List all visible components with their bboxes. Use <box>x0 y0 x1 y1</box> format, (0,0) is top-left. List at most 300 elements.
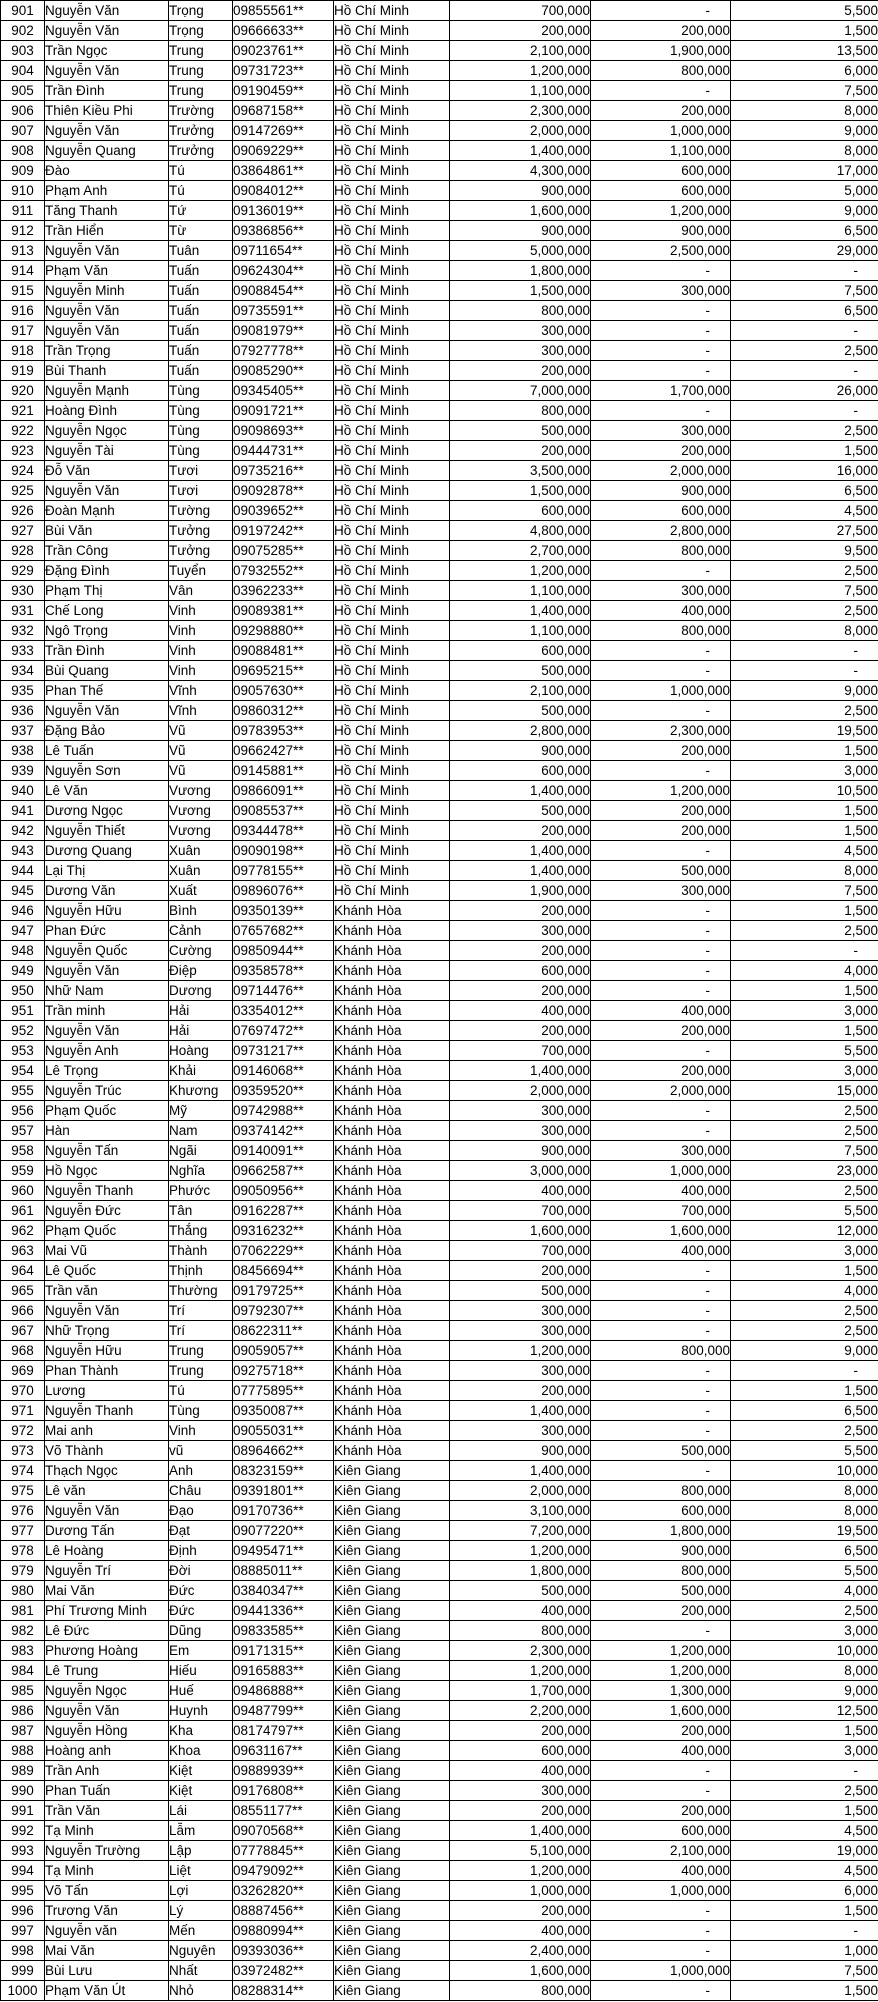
city-cell[interactable]: Khánh Hòa <box>334 1201 450 1221</box>
row-number-cell[interactable]: 919 <box>1 361 45 381</box>
last-name-cell[interactable]: Phạm Văn <box>45 261 169 281</box>
amount3-cell[interactable]: 7,500 <box>731 1141 878 1161</box>
phone-cell[interactable]: 09075285** <box>233 541 334 561</box>
last-name-cell[interactable]: Đỗ Văn <box>45 461 169 481</box>
row-number-cell[interactable]: 921 <box>1 401 45 421</box>
first-name-cell[interactable]: Thành <box>169 1241 233 1261</box>
phone-cell[interactable]: 09344478** <box>233 821 334 841</box>
first-name-cell[interactable]: Nghĩa <box>169 1161 233 1181</box>
amount1-cell[interactable]: 600,000 <box>450 761 591 781</box>
phone-cell[interactable]: 09055031** <box>233 1421 334 1441</box>
last-name-cell[interactable]: Nguyễn Văn <box>45 701 169 721</box>
amount1-cell[interactable]: 1,400,000 <box>450 781 591 801</box>
last-name-cell[interactable]: Võ Tấn <box>45 1881 169 1901</box>
last-name-cell[interactable]: Trần Đình <box>45 641 169 661</box>
last-name-cell[interactable]: Phạm Quốc <box>45 1101 169 1121</box>
phone-cell[interactable]: 09070568** <box>233 1821 334 1841</box>
first-name-cell[interactable]: Lợi <box>169 1881 233 1901</box>
amount1-cell[interactable]: 3,000,000 <box>450 1161 591 1181</box>
amount2-cell[interactable]: - <box>591 661 731 681</box>
first-name-cell[interactable]: Tuấn <box>169 341 233 361</box>
amount1-cell[interactable]: 200,000 <box>450 361 591 381</box>
amount1-cell[interactable]: 200,000 <box>450 21 591 41</box>
row-number-cell[interactable]: 906 <box>1 101 45 121</box>
phone-cell[interactable]: 09091721** <box>233 401 334 421</box>
phone-cell[interactable]: 09345405** <box>233 381 334 401</box>
amount2-cell[interactable]: 1,600,000 <box>591 1701 731 1721</box>
amount1-cell[interactable]: 200,000 <box>450 981 591 1001</box>
amount3-cell[interactable]: 15,000 <box>731 1081 878 1101</box>
amount2-cell[interactable]: - <box>591 261 731 281</box>
amount1-cell[interactable]: 700,000 <box>450 1241 591 1261</box>
first-name-cell[interactable]: Hiếu <box>169 1661 233 1681</box>
phone-cell[interactable]: 09146068** <box>233 1061 334 1081</box>
amount3-cell[interactable]: 10,000 <box>731 1641 878 1661</box>
amount2-cell[interactable]: - <box>591 841 731 861</box>
row-number-cell[interactable]: 984 <box>1 1661 45 1681</box>
phone-cell[interactable]: 09350139** <box>233 901 334 921</box>
last-name-cell[interactable]: Trần Ngọc <box>45 41 169 61</box>
last-name-cell[interactable]: Tạ Minh <box>45 1861 169 1881</box>
phone-cell[interactable]: 09855561** <box>233 1 334 21</box>
phone-cell[interactable]: 09479092** <box>233 1861 334 1881</box>
last-name-cell[interactable]: Nguyễn Thiết <box>45 821 169 841</box>
amount2-cell[interactable]: 1,200,000 <box>591 1661 731 1681</box>
phone-cell[interactable]: 07927778** <box>233 341 334 361</box>
amount1-cell[interactable]: 2,000,000 <box>450 121 591 141</box>
first-name-cell[interactable]: Trưởng <box>169 121 233 141</box>
city-cell[interactable]: Hồ Chí Minh <box>334 401 450 421</box>
first-name-cell[interactable]: Lý <box>169 1901 233 1921</box>
phone-cell[interactable]: 09486888** <box>233 1681 334 1701</box>
city-cell[interactable]: Hồ Chí Minh <box>334 781 450 801</box>
city-cell[interactable]: Hồ Chí Minh <box>334 41 450 61</box>
phone-cell[interactable]: 09179725** <box>233 1281 334 1301</box>
amount1-cell[interactable]: 1,100,000 <box>450 81 591 101</box>
phone-cell[interactable]: 09860312** <box>233 701 334 721</box>
row-number-cell[interactable]: 958 <box>1 1141 45 1161</box>
last-name-cell[interactable]: Nguyễn Thanh <box>45 1401 169 1421</box>
amount1-cell[interactable]: 400,000 <box>450 1181 591 1201</box>
row-number-cell[interactable]: 960 <box>1 1181 45 1201</box>
row-number-cell[interactable]: 988 <box>1 1741 45 1761</box>
city-cell[interactable]: Hồ Chí Minh <box>334 301 450 321</box>
first-name-cell[interactable]: Tuyển <box>169 561 233 581</box>
phone-cell[interactable]: 09695215** <box>233 661 334 681</box>
row-number-cell[interactable]: 978 <box>1 1541 45 1561</box>
city-cell[interactable]: Hồ Chí Minh <box>334 1 450 21</box>
last-name-cell[interactable]: Nguyễn Văn <box>45 1 169 21</box>
last-name-cell[interactable]: Hoàng anh <box>45 1741 169 1761</box>
amount3-cell[interactable]: 2,500 <box>731 601 878 621</box>
amount3-cell[interactable]: 23,000 <box>731 1161 878 1181</box>
amount3-cell[interactable]: - <box>731 261 878 281</box>
amount2-cell[interactable]: 2,100,000 <box>591 1841 731 1861</box>
last-name-cell[interactable]: Trần Trọng <box>45 341 169 361</box>
city-cell[interactable]: Hồ Chí Minh <box>334 241 450 261</box>
row-number-cell[interactable]: 983 <box>1 1641 45 1661</box>
city-cell[interactable]: Hồ Chí Minh <box>334 321 450 341</box>
row-number-cell[interactable]: 957 <box>1 1121 45 1141</box>
amount2-cell[interactable]: 300,000 <box>591 581 731 601</box>
last-name-cell[interactable]: Lê Đức <box>45 1621 169 1641</box>
city-cell[interactable]: Khánh Hòa <box>334 1341 450 1361</box>
row-number-cell[interactable]: 999 <box>1 1961 45 1981</box>
amount1-cell[interactable]: 1,700,000 <box>450 1681 591 1701</box>
last-name-cell[interactable]: Lê Trung <box>45 1661 169 1681</box>
amount2-cell[interactable]: 400,000 <box>591 1181 731 1201</box>
city-cell[interactable]: Khánh Hòa <box>334 1061 450 1081</box>
row-number-cell[interactable]: 965 <box>1 1281 45 1301</box>
row-number-cell[interactable]: 917 <box>1 321 45 341</box>
amount3-cell[interactable]: 7,500 <box>731 881 878 901</box>
phone-cell[interactable]: 09889939** <box>233 1761 334 1781</box>
amount2-cell[interactable]: 900,000 <box>591 1541 731 1561</box>
first-name-cell[interactable]: Trưởng <box>169 141 233 161</box>
amount3-cell[interactable]: 5,500 <box>731 1041 878 1061</box>
amount3-cell[interactable]: 3,000 <box>731 1001 878 1021</box>
phone-cell[interactable]: 09735216** <box>233 461 334 481</box>
amount2-cell[interactable]: 800,000 <box>591 1561 731 1581</box>
last-name-cell[interactable]: Nguyễn Quốc <box>45 941 169 961</box>
amount2-cell[interactable]: - <box>591 361 731 381</box>
row-number-cell[interactable]: 961 <box>1 1201 45 1221</box>
amount2-cell[interactable]: 200,000 <box>591 1721 731 1741</box>
row-number-cell[interactable]: 945 <box>1 881 45 901</box>
first-name-cell[interactable]: vũ <box>169 1441 233 1461</box>
amount1-cell[interactable]: 300,000 <box>450 921 591 941</box>
city-cell[interactable]: Hồ Chí Minh <box>334 281 450 301</box>
phone-cell[interactable]: 09039652** <box>233 501 334 521</box>
amount1-cell[interactable]: 300,000 <box>450 1121 591 1141</box>
row-number-cell[interactable]: 964 <box>1 1261 45 1281</box>
amount1-cell[interactable]: 300,000 <box>450 1361 591 1381</box>
last-name-cell[interactable]: Tăng Thanh <box>45 201 169 221</box>
city-cell[interactable]: Kiên Giang <box>334 1981 450 2001</box>
city-cell[interactable]: Hồ Chí Minh <box>334 861 450 881</box>
phone-cell[interactable]: 09866091** <box>233 781 334 801</box>
first-name-cell[interactable]: Điệp <box>169 961 233 981</box>
last-name-cell[interactable]: Lê Tuấn <box>45 741 169 761</box>
amount2-cell[interactable]: 500,000 <box>591 1441 731 1461</box>
amount3-cell[interactable]: 8,000 <box>731 1481 878 1501</box>
last-name-cell[interactable]: Nguyễn Ngọc <box>45 1681 169 1701</box>
amount2-cell[interactable]: 400,000 <box>591 1741 731 1761</box>
last-name-cell[interactable]: Nguyễn Hồng <box>45 1721 169 1741</box>
last-name-cell[interactable]: Nguyễn Văn <box>45 21 169 41</box>
first-name-cell[interactable]: Tùng <box>169 421 233 441</box>
amount1-cell[interactable]: 3,100,000 <box>450 1501 591 1521</box>
row-number-cell[interactable]: 938 <box>1 741 45 761</box>
city-cell[interactable]: Hồ Chí Minh <box>334 541 450 561</box>
city-cell[interactable]: Khánh Hòa <box>334 961 450 981</box>
row-number-cell[interactable]: 975 <box>1 1481 45 1501</box>
amount2-cell[interactable]: 1,800,000 <box>591 1521 731 1541</box>
phone-cell[interactable]: 09711654** <box>233 241 334 261</box>
city-cell[interactable]: Hồ Chí Minh <box>334 881 450 901</box>
amount1-cell[interactable]: 2,800,000 <box>450 721 591 741</box>
phone-cell[interactable]: 09057630** <box>233 681 334 701</box>
last-name-cell[interactable]: Nguyễn Văn <box>45 241 169 261</box>
amount1-cell[interactable]: 200,000 <box>450 901 591 921</box>
amount3-cell[interactable]: 8,000 <box>731 101 878 121</box>
phone-cell[interactable]: 09742988** <box>233 1101 334 1121</box>
row-number-cell[interactable]: 993 <box>1 1841 45 1861</box>
amount3-cell[interactable]: 1,500 <box>731 1801 878 1821</box>
first-name-cell[interactable]: Định <box>169 1541 233 1561</box>
first-name-cell[interactable]: Lái <box>169 1801 233 1821</box>
row-number-cell[interactable]: 941 <box>1 801 45 821</box>
row-number-cell[interactable]: 989 <box>1 1761 45 1781</box>
city-cell[interactable]: Kiên Giang <box>334 1541 450 1561</box>
row-number-cell[interactable]: 903 <box>1 41 45 61</box>
amount3-cell[interactable]: 1,500 <box>731 1021 878 1041</box>
phone-cell[interactable]: 09778155** <box>233 861 334 881</box>
amount1-cell[interactable]: 200,000 <box>450 1901 591 1921</box>
last-name-cell[interactable]: Nguyễn Văn <box>45 481 169 501</box>
phone-cell[interactable]: 09197242** <box>233 521 334 541</box>
phone-cell[interactable]: 09624304** <box>233 261 334 281</box>
first-name-cell[interactable]: Vĩnh <box>169 681 233 701</box>
first-name-cell[interactable]: Vũ <box>169 741 233 761</box>
city-cell[interactable]: Kiên Giang <box>334 1921 450 1941</box>
last-name-cell[interactable]: Nguyễn Trí <box>45 1561 169 1581</box>
city-cell[interactable]: Hồ Chí Minh <box>334 381 450 401</box>
amount3-cell[interactable]: - <box>731 641 878 661</box>
amount1-cell[interactable]: 200,000 <box>450 941 591 961</box>
amount3-cell[interactable]: 6,500 <box>731 1541 878 1561</box>
last-name-cell[interactable]: Nguyễn Hữu <box>45 901 169 921</box>
phone-cell[interactable]: 09662427** <box>233 741 334 761</box>
row-number-cell[interactable]: 955 <box>1 1081 45 1101</box>
amount3-cell[interactable]: 4,000 <box>731 1281 878 1301</box>
first-name-cell[interactable]: Nhỏ <box>169 1981 233 2001</box>
row-number-cell[interactable]: 985 <box>1 1681 45 1701</box>
amount3-cell[interactable]: 29,000 <box>731 241 878 261</box>
amount2-cell[interactable]: 300,000 <box>591 1141 731 1161</box>
amount2-cell[interactable]: - <box>591 1301 731 1321</box>
last-name-cell[interactable]: Nguyễn Anh <box>45 1041 169 1061</box>
phone-cell[interactable]: 09358578** <box>233 961 334 981</box>
amount1-cell[interactable]: 900,000 <box>450 1441 591 1461</box>
last-name-cell[interactable]: Mai Vũ <box>45 1241 169 1261</box>
amount1-cell[interactable]: 1,600,000 <box>450 201 591 221</box>
city-cell[interactable]: Hồ Chí Minh <box>334 121 450 141</box>
amount1-cell[interactable]: 200,000 <box>450 1261 591 1281</box>
amount3-cell[interactable]: 2,500 <box>731 701 878 721</box>
amount1-cell[interactable]: 1,600,000 <box>450 1221 591 1241</box>
city-cell[interactable]: Khánh Hòa <box>334 1081 450 1101</box>
last-name-cell[interactable]: Đặng Đình <box>45 561 169 581</box>
phone-cell[interactable]: 09050956** <box>233 1181 334 1201</box>
row-number-cell[interactable]: 928 <box>1 541 45 561</box>
amount1-cell[interactable]: 800,000 <box>450 1981 591 2001</box>
amount3-cell[interactable]: 27,500 <box>731 521 878 541</box>
last-name-cell[interactable]: Thiên Kiều Phi <box>45 101 169 121</box>
amount1-cell[interactable]: 900,000 <box>450 181 591 201</box>
amount1-cell[interactable]: 1,400,000 <box>450 1821 591 1841</box>
amount1-cell[interactable]: 200,000 <box>450 1021 591 1041</box>
amount2-cell[interactable]: 2,000,000 <box>591 461 731 481</box>
row-number-cell[interactable]: 914 <box>1 261 45 281</box>
last-name-cell[interactable]: Mai Văn <box>45 1581 169 1601</box>
phone-cell[interactable]: 09085537** <box>233 801 334 821</box>
amount3-cell[interactable]: 6,500 <box>731 481 878 501</box>
amount2-cell[interactable]: 900,000 <box>591 221 731 241</box>
phone-cell[interactable]: 09792307** <box>233 1301 334 1321</box>
city-cell[interactable]: Kiên Giang <box>334 1561 450 1581</box>
amount3-cell[interactable]: - <box>731 321 878 341</box>
amount1-cell[interactable]: 1,400,000 <box>450 1061 591 1081</box>
amount2-cell[interactable]: 200,000 <box>591 441 731 461</box>
city-cell[interactable]: Khánh Hòa <box>334 1001 450 1021</box>
amount1-cell[interactable]: 1,600,000 <box>450 1961 591 1981</box>
last-name-cell[interactable]: Nguyễn văn <box>45 1921 169 1941</box>
amount3-cell[interactable]: 2,500 <box>731 421 878 441</box>
row-number-cell[interactable]: 997 <box>1 1921 45 1941</box>
phone-cell[interactable]: 09069229** <box>233 141 334 161</box>
phone-cell[interactable]: 09441336** <box>233 1601 334 1621</box>
amount3-cell[interactable]: 2,500 <box>731 561 878 581</box>
last-name-cell[interactable]: Lê văn <box>45 1481 169 1501</box>
amount1-cell[interactable]: 2,700,000 <box>450 541 591 561</box>
city-cell[interactable]: Hồ Chí Minh <box>334 201 450 221</box>
amount2-cell[interactable]: 800,000 <box>591 541 731 561</box>
row-number-cell[interactable]: 990 <box>1 1781 45 1801</box>
row-number-cell[interactable]: 931 <box>1 601 45 621</box>
city-cell[interactable]: Hồ Chí Minh <box>334 661 450 681</box>
first-name-cell[interactable]: Trọng <box>169 21 233 41</box>
city-cell[interactable]: Hồ Chí Minh <box>334 261 450 281</box>
first-name-cell[interactable]: Đức <box>169 1581 233 1601</box>
amount1-cell[interactable]: 7,000,000 <box>450 381 591 401</box>
phone-cell[interactable]: 09092878** <box>233 481 334 501</box>
amount3-cell[interactable]: 2,500 <box>731 1101 878 1121</box>
amount3-cell[interactable]: 5,500 <box>731 1201 878 1221</box>
row-number-cell[interactable]: 947 <box>1 921 45 941</box>
city-cell[interactable]: Hồ Chí Minh <box>334 21 450 41</box>
row-number-cell[interactable]: 918 <box>1 341 45 361</box>
last-name-cell[interactable]: Phạm Thị <box>45 581 169 601</box>
amount2-cell[interactable]: 500,000 <box>591 861 731 881</box>
row-number-cell[interactable]: 969 <box>1 1361 45 1381</box>
phone-cell[interactable]: 09731217** <box>233 1041 334 1061</box>
row-number-cell[interactable]: 954 <box>1 1061 45 1081</box>
phone-cell[interactable]: 09896076** <box>233 881 334 901</box>
amount1-cell[interactable]: 1,800,000 <box>450 261 591 281</box>
last-name-cell[interactable]: Dương Văn <box>45 881 169 901</box>
first-name-cell[interactable]: Vinh <box>169 601 233 621</box>
first-name-cell[interactable]: Kha <box>169 1721 233 1741</box>
last-name-cell[interactable]: Phương Hoàng <box>45 1641 169 1661</box>
first-name-cell[interactable]: Tươi <box>169 481 233 501</box>
amount3-cell[interactable]: 1,500 <box>731 741 878 761</box>
first-name-cell[interactable]: Hoàng <box>169 1041 233 1061</box>
amount2-cell[interactable]: 1,600,000 <box>591 1221 731 1241</box>
city-cell[interactable]: Kiên Giang <box>334 1901 450 1921</box>
amount1-cell[interactable]: 400,000 <box>450 1921 591 1941</box>
last-name-cell[interactable]: Dương Ngọc <box>45 801 169 821</box>
amount2-cell[interactable]: - <box>591 1041 731 1061</box>
row-number-cell[interactable]: 950 <box>1 981 45 1001</box>
row-number-cell[interactable]: 966 <box>1 1301 45 1321</box>
row-number-cell[interactable]: 913 <box>1 241 45 261</box>
last-name-cell[interactable]: Nguyễn Tài <box>45 441 169 461</box>
city-cell[interactable]: Hồ Chí Minh <box>334 741 450 761</box>
amount3-cell[interactable]: 8,000 <box>731 1501 878 1521</box>
amount1-cell[interactable]: 300,000 <box>450 1101 591 1121</box>
amount1-cell[interactable]: 300,000 <box>450 1301 591 1321</box>
row-number-cell[interactable]: 936 <box>1 701 45 721</box>
city-cell[interactable]: Kiên Giang <box>334 1701 450 1721</box>
amount1-cell[interactable]: 900,000 <box>450 1141 591 1161</box>
amount1-cell[interactable]: 900,000 <box>450 221 591 241</box>
phone-cell[interactable]: 09089381** <box>233 601 334 621</box>
amount3-cell[interactable]: 7,500 <box>731 1961 878 1981</box>
first-name-cell[interactable]: Đức <box>169 1601 233 1621</box>
last-name-cell[interactable]: Nguyễn Trường <box>45 1841 169 1861</box>
city-cell[interactable]: Khánh Hòa <box>334 981 450 1001</box>
amount1-cell[interactable]: 1,100,000 <box>450 621 591 641</box>
row-number-cell[interactable]: 951 <box>1 1001 45 1021</box>
first-name-cell[interactable]: Tân <box>169 1201 233 1221</box>
amount2-cell[interactable]: 200,000 <box>591 1801 731 1821</box>
row-number-cell[interactable]: 933 <box>1 641 45 661</box>
amount3-cell[interactable]: 1,500 <box>731 981 878 1001</box>
first-name-cell[interactable]: Tùng <box>169 1401 233 1421</box>
amount3-cell[interactable]: 2,500 <box>731 341 878 361</box>
first-name-cell[interactable]: Nguyên <box>169 1941 233 1961</box>
amount3-cell[interactable]: 9,000 <box>731 681 878 701</box>
phone-cell[interactable]: 09190459** <box>233 81 334 101</box>
row-number-cell[interactable]: 937 <box>1 721 45 741</box>
amount3-cell[interactable]: 1,500 <box>731 901 878 921</box>
last-name-cell[interactable]: Nguyễn Sơn <box>45 761 169 781</box>
last-name-cell[interactable]: Nguyễn Quang <box>45 141 169 161</box>
amount3-cell[interactable]: 5,000 <box>731 181 878 201</box>
city-cell[interactable]: Hồ Chí Minh <box>334 681 450 701</box>
amount2-cell[interactable]: 1,000,000 <box>591 1961 731 1981</box>
last-name-cell[interactable]: Trương Văn <box>45 1901 169 1921</box>
row-number-cell[interactable]: 922 <box>1 421 45 441</box>
first-name-cell[interactable]: Vinh <box>169 1421 233 1441</box>
phone-cell[interactable]: 09783953** <box>233 721 334 741</box>
last-name-cell[interactable]: Đào <box>45 161 169 181</box>
last-name-cell[interactable]: Bùi Văn <box>45 521 169 541</box>
city-cell[interactable]: Kiên Giang <box>334 1941 450 1961</box>
phone-cell[interactable]: 08174797** <box>233 1721 334 1741</box>
amount1-cell[interactable]: 1,400,000 <box>450 861 591 881</box>
last-name-cell[interactable]: Nguyễn Văn <box>45 1701 169 1721</box>
amount1-cell[interactable]: 1,200,000 <box>450 1661 591 1681</box>
amount3-cell[interactable]: 1,500 <box>731 21 878 41</box>
city-cell[interactable]: Kiên Giang <box>334 1621 450 1641</box>
amount3-cell[interactable]: 2,500 <box>731 1121 878 1141</box>
amount2-cell[interactable]: 1,200,000 <box>591 1641 731 1661</box>
amount2-cell[interactable]: 800,000 <box>591 1341 731 1361</box>
amount3-cell[interactable]: 5,500 <box>731 1561 878 1581</box>
phone-cell[interactable]: 09171315** <box>233 1641 334 1661</box>
first-name-cell[interactable]: Tuấn <box>169 321 233 341</box>
amount2-cell[interactable]: - <box>591 1621 731 1641</box>
amount3-cell[interactable]: 8,000 <box>731 1661 878 1681</box>
amount3-cell[interactable]: 2,500 <box>731 1321 878 1341</box>
amount2-cell[interactable]: 300,000 <box>591 881 731 901</box>
amount2-cell[interactable]: 800,000 <box>591 621 731 641</box>
amount1-cell[interactable]: 5,100,000 <box>450 1841 591 1861</box>
amount1-cell[interactable]: 2,000,000 <box>450 1081 591 1101</box>
amount2-cell[interactable]: - <box>591 1261 731 1281</box>
